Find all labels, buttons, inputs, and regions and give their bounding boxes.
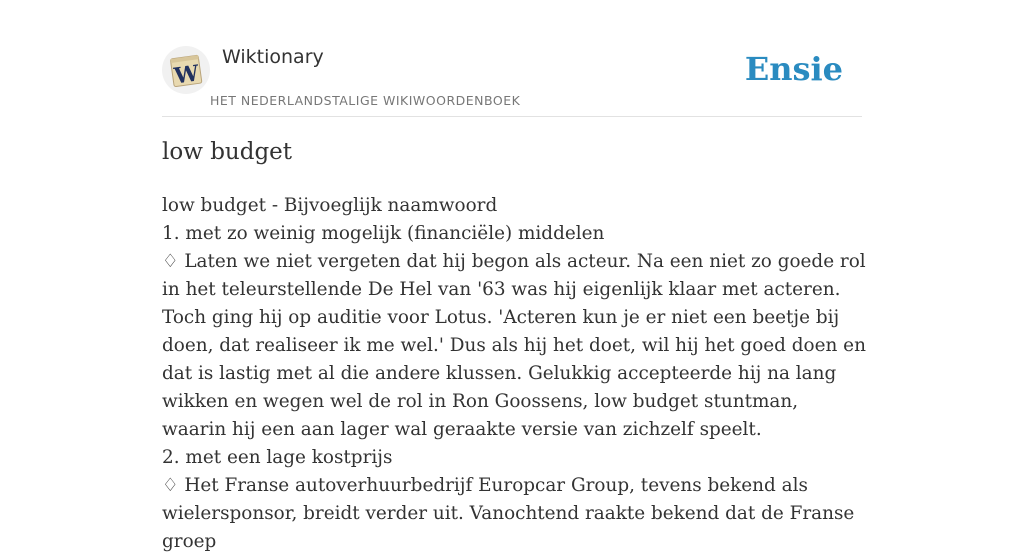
site-header — [162, 40, 862, 117]
example-2: ♢ Het Franse autoverhuurbedrijf Europcar Group, tevens bekend als wielersponsor, breidt verder uit. Vanochtend raakte bekend dat de Franse groep — [162, 475, 855, 552]
definition-2: 2. met een lage kostprijs — [162, 447, 393, 468]
wiktionary-logo-icon — [162, 46, 210, 94]
ensie-brand-link[interactable]: Ensie — [744, 50, 843, 88]
site-name[interactable]: Wiktionary — [222, 46, 324, 68]
page-title: low budget — [162, 139, 293, 165]
site-tagline: HET NEDERLANDSTALIGE WIKIWOORDENBOEK — [210, 93, 521, 108]
entry-heading: low budget - Bijvoeglijk naamwoord — [162, 195, 498, 216]
logo-letter: W — [172, 60, 201, 90]
entry-content — [162, 192, 866, 556]
example-1: ♢ Laten we niet vergeten dat hij begon als acteur. Na een niet zo goede rol in het teleurstellende De Hel van '63 was hij eigenlijk klaar met acteren. Toch ging hij op auditie voor Lotus. 'Acteren kun je er niet een beetje bij doen, dat realiseer ik me wel.' Dus als hij het doet, wil hij het goed doen en dat is lastig met al die andere klussen. Gelukkig accepteerde hij na lang wikken en wegen wel de rol in Ron Goossens, low budget stuntman, waarin hij een aan lager wal geraakte versie van zichzelf speelt. — [162, 251, 866, 440]
logo[interactable] — [162, 46, 210, 94]
definition-1: 1. met zo weinig mogelijk (financiële) middelen — [162, 223, 605, 244]
